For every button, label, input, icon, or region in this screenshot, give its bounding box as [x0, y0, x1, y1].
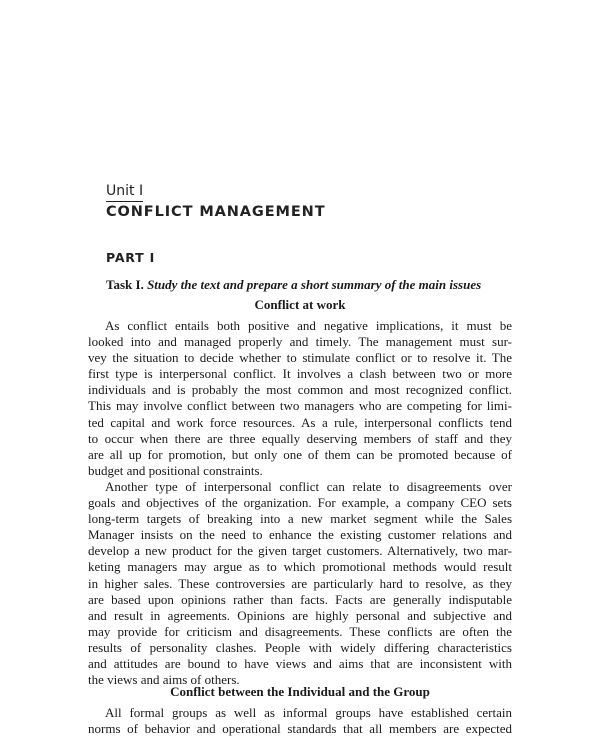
- text-line: looked into and managed properly and timely. The management must sur-: [88, 334, 512, 350]
- text-line: vey the situation to decide whether to stimulate conflict or to resolve it. The: [88, 350, 512, 366]
- section-heading-conflict-at-work: Conflict at work: [254, 297, 346, 312]
- part-title: PART I: [106, 250, 156, 265]
- task-label: Task I.: [106, 277, 144, 292]
- text-line: may provide for criticism and disagreements. These conflicts are often the: [88, 623, 512, 639]
- unit-title: CONFLICT MANAGEMENT: [106, 204, 326, 220]
- text-line: individuals and is probably the most common and most recognized conflict.: [88, 382, 512, 398]
- text-line: norms of behavior and operational standards that all members are expected: [88, 721, 512, 737]
- text-line: the views and aims of others.: [88, 672, 240, 688]
- text-line: budget and positional constraints.: [88, 462, 263, 478]
- text-line: ted capital and work force resources. As a rule, interpersonal conflicts tend: [88, 414, 512, 430]
- text-line: goals and objectives of the organization. For example, a company CEO sets: [88, 495, 512, 511]
- text-line: and attitudes are bound to have views and aims that are inconsistent with: [88, 655, 512, 671]
- text-line: Manager insists on the need to enhance the existing customer relations and: [88, 527, 512, 543]
- text-line: keting managers may argue as to which promotional methods would result: [88, 559, 512, 575]
- section-heading-individual-and-group: Conflict between the Individual and the Group: [170, 684, 430, 699]
- task-text: Study the text and prepare a short summary of the main issues: [147, 277, 482, 292]
- text-line: This may involve conflict between two managers who are competing for limi-: [88, 398, 512, 414]
- text-line: and result in agreements. Opinions are highly personal and subjective and: [88, 607, 512, 623]
- text-line: develop a new product for the given target customers. Alternatively, two mar-: [88, 543, 512, 559]
- text-line: are based upon opinions rather than facts. Facts are generally indisputable: [88, 591, 512, 607]
- text-line: long-term targets of breaking into a new market segment while the Sales: [88, 511, 512, 527]
- text-line: first type is interpersonal conflict. It involves a clash between two or more: [88, 366, 512, 382]
- text-line: in higher sales. These controversies are particularly hard to resolve, as they: [88, 575, 512, 591]
- text-line: As conflict entails both positive and negative implications, it must be: [105, 318, 512, 333]
- text-line: results of personality clashes. People with widely differing characteristics: [88, 639, 512, 655]
- unit-label: Unit I: [106, 183, 143, 202]
- text-line: to occur when there are three equally deserving members of staff and they: [88, 430, 512, 446]
- task-instruction: [106, 277, 481, 293]
- paragraph: [88, 318, 512, 688]
- text-line: are all up for promotion, but only one of them can be promoted because of: [88, 446, 512, 462]
- paragraph: [88, 705, 512, 737]
- text-line: Another type of interpersonal conflict can relate to disagreements over: [105, 478, 512, 494]
- text-line: All formal groups as well as informal groups have established certain: [105, 705, 512, 720]
